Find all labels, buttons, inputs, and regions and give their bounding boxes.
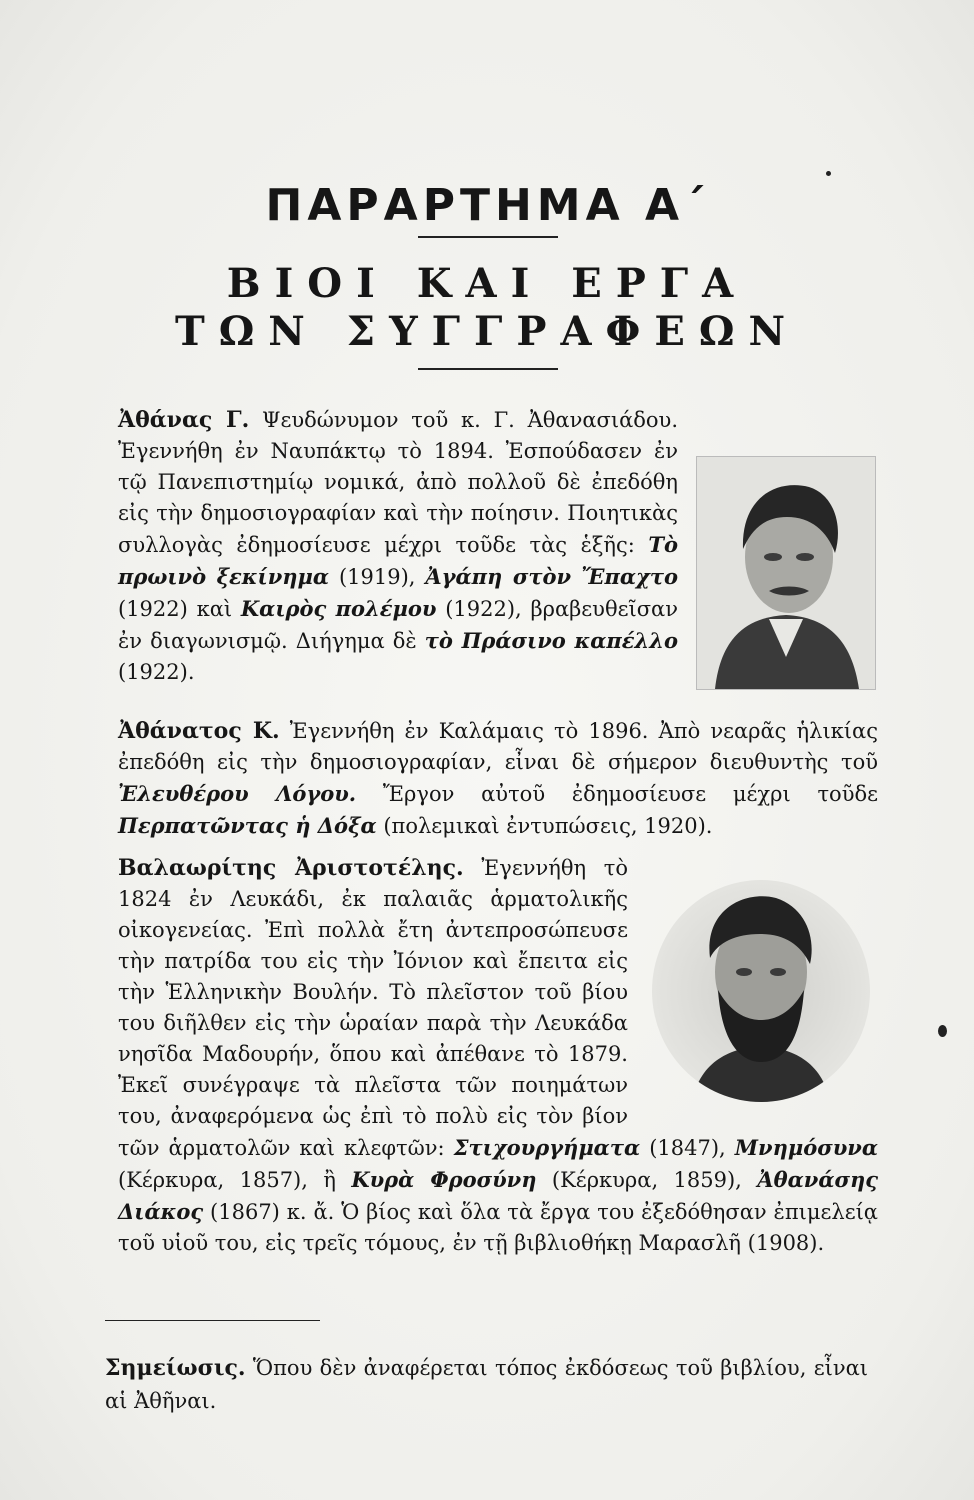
portrait-athanas	[696, 456, 876, 690]
work-title: Καιρὸς πολέμου	[240, 596, 437, 621]
entry-athanas-g	[118, 405, 678, 688]
margin-dot	[938, 1025, 947, 1037]
entry-text: Ἐγεννήθη ἐν Καλάμαις τὸ 1896. Ἀπὸ νεαρᾶς ἡλικίας ἐπεδόθη εἰς τὴν δημοσιογραφίαν, εἶναι δὲ σήμερον διευθυντὴς τοῦ	[118, 719, 878, 774]
footnote-label: Σημείωσις.	[105, 1355, 246, 1381]
title-rule	[418, 236, 558, 238]
entry-text: (1919),	[329, 565, 426, 589]
entry-text: (1922).	[118, 660, 195, 684]
appendix-title: ΠΑΡΑΡΤΗΜΑ Α΄	[265, 180, 709, 231]
portrait-spacer	[628, 853, 878, 1105]
work-title: Μνημόσυνα	[734, 1135, 879, 1160]
entry-text: (1867) κ. ἄ. Ὁ βίος καὶ ὅλα τὰ ἔργα του ἐξεδόθησαν ἐπιμελείᾳ τοῦ υἱοῦ του, εἰς τρεῖς τόμους, ἐν τῇ βιβλιοθήκῃ Μαρασλῆ (1908).	[118, 1200, 878, 1255]
speck	[826, 171, 831, 176]
work-title: Περπατῶντας ἡ Δόξα	[118, 813, 377, 838]
entry-text: (πολεμικαὶ ἐντυπώσεις, 1920).	[376, 814, 713, 838]
entry-name: Ἀθάνατος Κ.	[118, 718, 280, 744]
entry-valaoritis	[118, 853, 878, 1259]
entry-name: Βαλαωρίτης Ἀριστοτέλης.	[118, 855, 464, 881]
work-title: τὸ Πράσινο καπέλλο	[424, 628, 678, 653]
section-title-line2: ΤΩΝ ΣΥΓΓΡΑΦΕΩΝ	[174, 308, 800, 355]
portrait-athanas-image	[697, 457, 875, 689]
entry-text: Ψευδώνυμον τοῦ κ. Γ. Ἀθανασιάδου. Ἐγεννήθη ἐν Ναυπάκτῳ τὸ 1894. Ἐσπούδασεν ἐν τῷ Πανεπιστημίῳ νομικά, ἀπὸ πολλοῦ δὲ ἐπεδόθη εἰς τὴν δημοσιογραφίαν καὶ τὴν ποίησιν. Ποιητικὰς συλλογὰς ἐδημοσίευσε μέχρι τοῦδε τὰς ἑξῆς:	[118, 408, 678, 557]
footnote-text: Ὅπου δὲν ἀναφέρεται τόπος ἐκδόσεως τοῦ βιβλίου, εἶναι αἱ Ἀθῆναι.	[105, 1356, 868, 1413]
footnote-rule	[105, 1320, 320, 1321]
entry-text: (Κέρκυρα, 1859),	[536, 1168, 758, 1192]
work-title: Ἐλευθέρου Λόγου.	[118, 781, 357, 806]
work-title: Κυρὰ Φροσύνη	[351, 1167, 537, 1192]
work-title: Ἀθανάσης Διάκος	[118, 1167, 879, 1224]
entry-text: (1922) καὶ	[118, 597, 241, 621]
footnote	[105, 1352, 868, 1418]
section-title-line1: ΒΙΟΙ ΚΑΙ ΕΡΓΑ	[226, 260, 748, 307]
work-title: Ἀγάπη στὸν Ἔπαχτο	[425, 564, 678, 589]
section-rule	[418, 368, 558, 370]
work-title: Στιχουργήματα	[453, 1135, 641, 1160]
entry-text: (Κέρκυρα, 1857), ἢ	[118, 1168, 352, 1192]
entry-athanatos-k	[118, 716, 878, 842]
entry-text: Ἐγεννήθη τὸ 1824 ἐν Λευκάδι, ἐκ παλαιᾶς ἁρματολικῆς οἰκογενείας. Ἐπὶ πολλὰ ἔτη ἀντεπροσώπευσε τὴν πατρίδα του εἰς τὴν Ἰόνιον καὶ ἔπειτα εἰς τὴν Ἑλληνικὴν Βουλήν. Τὸ πλεῖστον τοῦ βίου του διῆλθεν εἰς τὴν ὡραίαν παρὰ τὴν Λευκάδα νησῖδα Μαδουρήν, ὅπου καὶ ἀπέθανε τὸ 1879. Ἐκεῖ συνέγραψε τὰ πλεῖστα τῶν ποιημάτων του, ἀναφερόμενα ὡς ἐπὶ τὸ πολὺ εἰς τὸν βίον τῶν ἁρματολῶν καὶ κλεφτῶν:	[118, 856, 628, 1160]
work-title: Τὸ πρωινὸ ξεκίνημα	[118, 532, 678, 589]
entry-name: Ἀθάνας Γ.	[118, 407, 250, 433]
entry-text: Ἔργον αὐτοῦ ἐδημοσίευσε μέχρι τοῦδε	[356, 782, 878, 806]
entry-text: (1922), βραβευθεῖσαν ἐν διαγωνισμῷ. Διήγημα δὲ	[118, 597, 678, 653]
entry-text: (1847),	[640, 1136, 735, 1160]
